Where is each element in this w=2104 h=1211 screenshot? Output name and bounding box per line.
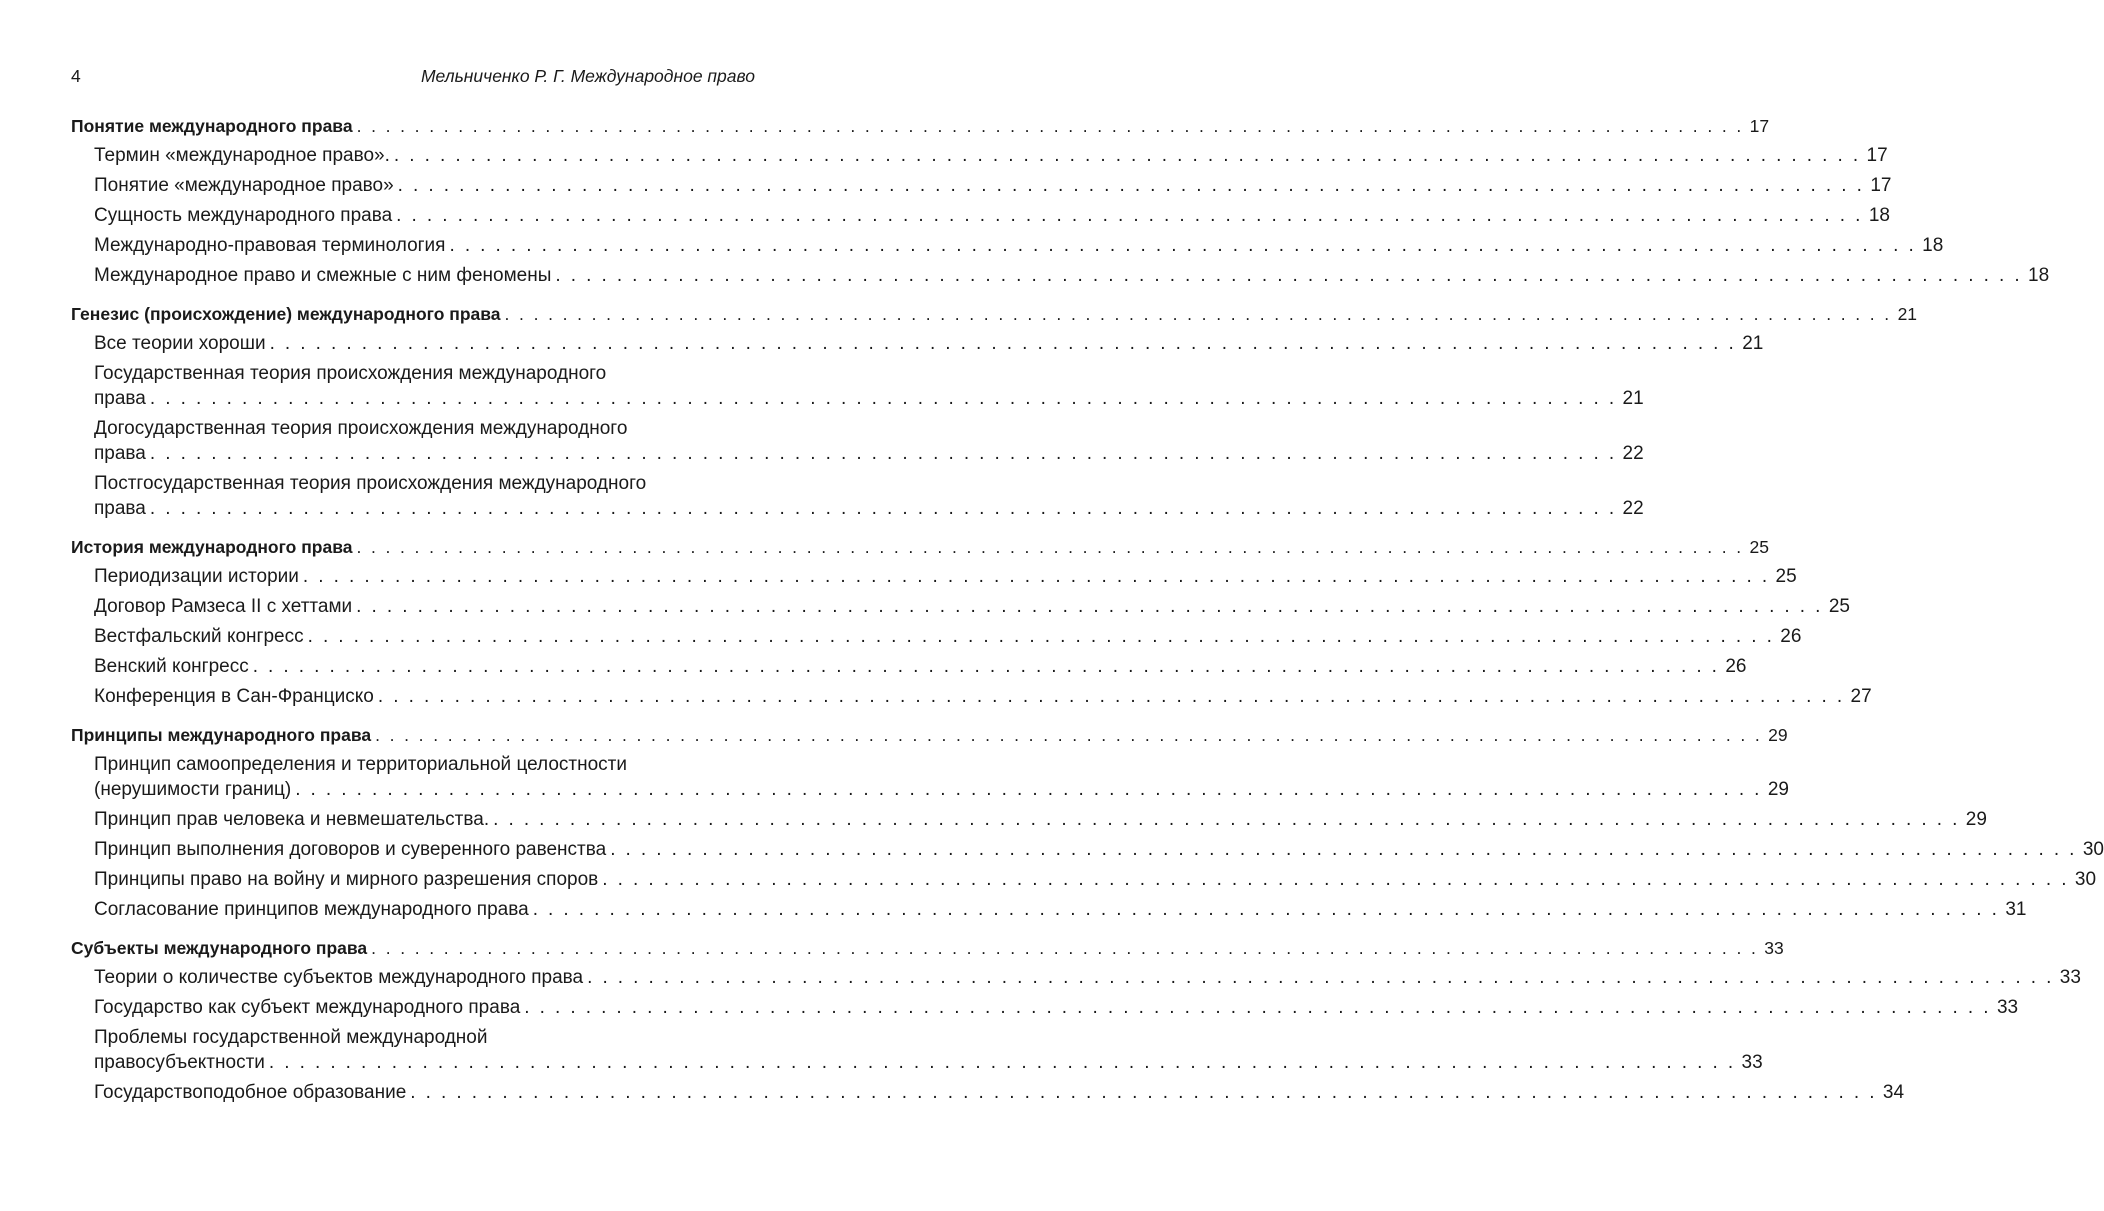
chapter-line: [71, 114, 1770, 139]
dot-leader: . . . . . . . . . . . . . . . . . . . . . . . . . . . . . . . . . . . . . . . . . . . . . . . . . . . . . . . . . . . . . . . . . . . . . . . . . . . . . . . . . . . . . . . . . . . . . . . .: [524, 997, 1991, 1018]
toc-entry[interactable]: [71, 684, 1872, 709]
entry-page-number: 18: [2028, 265, 2050, 286]
entry-title: Все теории хороши: [94, 333, 266, 354]
entry-page-number: 27: [1850, 686, 1872, 707]
entry-title: Принцип прав человека и невмешательства.: [94, 809, 490, 830]
entry-title: Конференция в Сан-Франциско: [94, 686, 374, 707]
dot-leader: . . . . . . . . . . . . . . . . . . . . . . . . . . . . . . . . . . . . . . . . . . . . . . . . . . . . . . . . . . . . . . . . . . . . . . . . . . . . . . . . . . . . . . . . . . . . . . . .: [371, 938, 1759, 958]
entry-title: Международно-правовая терминология: [94, 235, 446, 256]
entry-line: [94, 441, 1644, 466]
entry-line: [94, 263, 2050, 288]
toc-entry[interactable]: [71, 203, 1890, 228]
toc-entry[interactable]: [71, 143, 1888, 168]
toc-entry[interactable]: [71, 594, 1850, 619]
entry-page-number: 22: [1622, 498, 1644, 519]
chapter-page-number: 33: [1764, 938, 1784, 958]
dot-leader: . . . . . . . . . . . . . . . . . . . . . . . . . . . . . . . . . . . . . . . . . . . . . . . . . . . . . . . . . . . . . . . . . . . . . . . . . . . . . . . . . . . . . . . . . . . . . . . .: [252, 656, 1720, 677]
toc-entry[interactable]: [71, 837, 2104, 862]
entry-title: Согласование принципов международного права: [94, 899, 529, 920]
entry-line: [94, 173, 1892, 198]
entry-page-number: 21: [1742, 333, 1764, 354]
chapter-entry[interactable]: [71, 936, 1784, 961]
dot-leader: . . . . . . . . . . . . . . . . . . . . . . . . . . . . . . . . . . . . . . . . . . . . . . . . . . . . . . . . . . . . . . . . . . . . . . . . . . . . . . . . . . . . . . . . . . . . . . . .: [149, 498, 1617, 519]
chapter-title: Субъекты международного права: [71, 938, 368, 958]
entry-title: Понятие «международное право»: [94, 175, 394, 196]
entry-line: [94, 897, 2027, 922]
page-number: 4: [71, 66, 81, 86]
dot-leader: . . . . . . . . . . . . . . . . . . . . . . . . . . . . . . . . . . . . . . . . . . . . . . . . . . . . . . . . . . . . . . . . . . . . . . . . . . . . . . . . . . . . . . . . . . . . . . . .: [397, 175, 1865, 196]
toc-entry[interactable]: [71, 995, 2019, 1020]
running-header: [71, 66, 755, 87]
toc-entry[interactable]: [71, 807, 1987, 832]
chapter-entry[interactable]: [71, 723, 1788, 748]
entry-line: [94, 684, 1872, 709]
entry-page-number: 17: [1866, 145, 1888, 166]
table-of-contents: [71, 114, 2104, 1119]
entry-title: Принцип выполнения договоров и суверенного равенства: [94, 839, 607, 860]
chapter-page-number: 25: [1749, 537, 1769, 557]
entry-page-number: 34: [1882, 1082, 1905, 1103]
toc-entry[interactable]: [71, 173, 1892, 198]
toc-entry[interactable]: [71, 867, 2097, 892]
entry-page-number: 33: [1741, 1052, 1763, 1073]
dot-leader: . . . . . . . . . . . . . . . . . . . . . . . . . . . . . . . . . . . . . . . . . . . . . . . . . . . . . . . . . . . . . . . . . . . . . . . . . . . . . . . . . . . . . . . . . . . . . . . .: [149, 443, 1617, 464]
dot-leader: . . . . . . . . . . . . . . . . . . . . . . . . . . . . . . . . . . . . . . . . . . . . . . . . . . . . . . . . . . . . . . . . . . . . . . . . . . . . . . . . . . . . . . . . . . . . . . . .: [295, 779, 1762, 800]
dot-leader: . . . . . . . . . . . . . . . . . . . . . . . . . . . . . . . . . . . . . . . . . . . . . . . . . . . . . . . . . . . . . . . . . . . . . . . . . . . . . . . . . . . . . . . . . . . . . . . .: [356, 596, 1823, 617]
entry-title: Сущность международного права: [94, 205, 393, 226]
entry-page-number: 25: [1775, 566, 1797, 587]
entry-title: Вестфальский конгресс: [94, 626, 304, 647]
entry-title: Периодизации истории: [94, 566, 299, 587]
toc-entry[interactable]: [71, 1025, 1763, 1075]
dot-leader: . . . . . . . . . . . . . . . . . . . . . . . . . . . . . . . . . . . . . . . . . . . . . . . . . . . . . . . . . . . . . . . . . . . . . . . . . . . . . . . . . . . . . . . . . . . . . . . .: [302, 566, 1770, 587]
entry-page-number: 22: [1622, 443, 1644, 464]
entry-title: правосубъектности: [94, 1052, 265, 1073]
entry-title-first-line: Догосударственная теория происхождения международного: [94, 418, 628, 439]
toc-entry[interactable]: [71, 471, 1644, 521]
entry-page-number: 30: [2074, 869, 2097, 890]
chapter-title: История международного права: [71, 537, 353, 557]
entry-page-number: 31: [2005, 899, 2027, 920]
entry-page-number: 18: [1868, 205, 1890, 226]
entry-line: [94, 564, 1797, 589]
entry-line: [94, 867, 2097, 892]
dot-leader: . . . . . . . . . . . . . . . . . . . . . . . . . . . . . . . . . . . . . . . . . . . . . . . . . . . . . . . . . . . . . . . . . . . . . . . . . . . . . . . . . . . . . . . . . . . . . . . .: [449, 235, 1917, 256]
dot-leader: . . . . . . . . . . . . . . . . . . . . . . . . . . . . . . . . . . . . . . . . . . . . . . . . . . . . . . . . . . . . . . . . . . . . . . . . . . . . . . . . . . . . . . . . . . . . . . . .: [268, 1052, 1736, 1073]
entry-page-number: 30: [2082, 839, 2104, 860]
chapter-line: [71, 302, 1918, 327]
entry-title: Государствоподобное образование: [94, 1082, 407, 1103]
dot-leader: . . . . . . . . . . . . . . . . . . . . . . . . . . . . . . . . . . . . . . . . . . . . . . . . . . . . . . . . . . . . . . . . . . . . . . . . . . . . . . . . . . . . . . . . . . . . . . . .: [269, 333, 1737, 354]
entry-page-number: 18: [1922, 235, 1944, 256]
dot-leader: . . . . . . . . . . . . . . . . . . . . . . . . . . . . . . . . . . . . . . . . . . . . . . . . . . . . . . . . . . . . . . . . . . . . . . . . . . . . . . . . . . . . . . . . . . . . . . . .: [356, 116, 1744, 136]
dot-leader: . . . . . . . . . . . . . . . . . . . . . . . . . . . . . . . . . . . . . . . . . . . . . . . . . . . . . . . . . . . . . . . . . . . . . . . . . . . . . . . . . . . . . . . . . . . . . . . .: [504, 304, 1892, 324]
entry-line: [94, 777, 1789, 802]
dot-leader: . . . . . . . . . . . . . . . . . . . . . . . . . . . . . . . . . . . . . . . . . . . . . . . . . . . . . . . . . . . . . . . . . . . . . . . . . . . . . . . . . . . . . . . . . . . . . . . .: [396, 205, 1863, 226]
entry-line: [94, 995, 2019, 1020]
entry-page-number: 21: [1622, 388, 1644, 409]
chapter-entry[interactable]: [71, 114, 1770, 139]
entry-line: [94, 386, 1644, 411]
toc-entry[interactable]: [71, 897, 2027, 922]
dot-leader: . . . . . . . . . . . . . . . . . . . . . . . . . . . . . . . . . . . . . . . . . . . . . . . . . . . . . . . . . . . . . . . . . . . . . . . . . . . . . . . . . . . . . . . . . . . . . . . .: [602, 869, 2069, 890]
entry-line: [94, 965, 2081, 990]
entry-page-number: 29: [1767, 779, 1789, 800]
entry-title: Принципы право на войну и мирного разрешения споров: [94, 869, 599, 890]
toc-entry[interactable]: [71, 1080, 1905, 1105]
entry-title: Венский конгресс: [94, 656, 249, 677]
dot-leader: . . . . . . . . . . . . . . . . . . . . . . . . . . . . . . . . . . . . . . . . . . . . . . . . . . . . . . . . . . . . . . . . . . . . . . . . . . . . . . . . . . . . . . . . . . . . . . . .: [307, 626, 1775, 647]
chapter-page-number: 29: [1768, 725, 1788, 745]
entry-title: права: [94, 443, 146, 464]
entry-title: Международное право и смежные с ним феномены: [94, 265, 552, 286]
chapter-title: Генезис (происхождение) международного права: [71, 304, 501, 324]
entry-page-number: 17: [1870, 175, 1892, 196]
toc-entry[interactable]: [71, 965, 2081, 990]
dot-leader: . . . . . . . . . . . . . . . . . . . . . . . . . . . . . . . . . . . . . . . . . . . . . . . . . . . . . . . . . . . . . . . . . . . . . . . . . . . . . . . . . . . . . . . . . . . . . . . .: [410, 1082, 1877, 1103]
entry-line: [94, 837, 2104, 862]
toc-entry[interactable]: [71, 752, 1789, 802]
entry-title: Договор Рамзеса II с хеттами: [94, 596, 353, 617]
entry-line: [94, 233, 1944, 258]
entry-title: (нерушимости границ): [94, 779, 292, 800]
toc-section: [71, 535, 1872, 709]
chapter-page-number: 21: [1897, 304, 1918, 324]
entry-title: права: [94, 388, 146, 409]
dot-leader: . . . . . . . . . . . . . . . . . . . . . . . . . . . . . . . . . . . . . . . . . . . . . . . . . . . . . . . . . . . . . . . . . . . . . . . . . . . . . . . . . . . . . . . . . . . . . . . .: [375, 725, 1763, 745]
dot-leader: . . . . . . . . . . . . . . . . . . . . . . . . . . . . . . . . . . . . . . . . . . . . . . . . . . . . . . . . . . . . . . . . . . . . . . . . . . . . . . . . . . . . . . . . . . . . . . . .: [377, 686, 1845, 707]
entry-title-first-line: Государственная теория происхождения международного: [94, 363, 607, 384]
toc-entry[interactable]: [71, 654, 1747, 679]
entry-line: [94, 143, 1888, 168]
entry-title-first-line: Постгосударственная теория происхождения международного: [94, 473, 647, 494]
entry-line: [94, 496, 1644, 521]
entry-line: [94, 807, 1987, 832]
entry-line: [94, 1050, 1763, 1075]
entry-line: [94, 624, 1802, 649]
toc-section: [71, 936, 2081, 1105]
running-title: Мельниченко Р. Г. Международное право: [420, 66, 755, 86]
chapter-page-number: 17: [1749, 116, 1770, 136]
chapter-title: Понятие международного права: [71, 116, 353, 136]
toc-entry[interactable]: [71, 564, 1797, 589]
toc-entry[interactable]: [71, 233, 1944, 258]
entry-page-number: 26: [1725, 656, 1747, 677]
chapter-line: [71, 936, 1784, 961]
entry-title-first-line: Принцип самоопределения и территориальной целостности: [94, 754, 627, 775]
toc-section: [71, 302, 1918, 521]
entry-line: [94, 1080, 1905, 1105]
entry-title: Термин «международное право».: [94, 145, 390, 166]
entry-line: [94, 331, 1764, 356]
entry-line: [94, 654, 1747, 679]
chapter-entry[interactable]: [71, 302, 1918, 327]
toc-entry[interactable]: [71, 263, 2050, 288]
chapter-entry[interactable]: [71, 535, 1769, 560]
entry-title: Теории о количестве субъектов международного права: [94, 967, 584, 988]
entry-page-number: 33: [2059, 967, 2081, 988]
chapter-line: [71, 723, 1788, 748]
dot-leader: . . . . . . . . . . . . . . . . . . . . . . . . . . . . . . . . . . . . . . . . . . . . . . . . . . . . . . . . . . . . . . . . . . . . . . . . . . . . . . . . . . . . . . . . . . . . . . . .: [149, 388, 1617, 409]
entry-page-number: 25: [1828, 596, 1850, 617]
dot-leader: . . . . . . . . . . . . . . . . . . . . . . . . . . . . . . . . . . . . . . . . . . . . . . . . . . . . . . . . . . . . . . . . . . . . . . . . . . . . . . . . . . . . . . . . . . . . . . . .: [356, 537, 1744, 557]
entry-title: права: [94, 498, 146, 519]
chapter-line: [71, 535, 1769, 560]
entry-line: [94, 594, 1850, 619]
dot-leader: . . . . . . . . . . . . . . . . . . . . . . . . . . . . . . . . . . . . . . . . . . . . . . . . . . . . . . . . . . . . . . . . . . . . . . . . . . . . . . . . . . . . . . . . . . . . . . . .: [555, 265, 2023, 286]
dot-leader: . . . . . . . . . . . . . . . . . . . . . . . . . . . . . . . . . . . . . . . . . . . . . . . . . . . . . . . . . . . . . . . . . . . . . . . . . . . . . . . . . . . . . . . . . . . . . . . .: [532, 899, 2000, 920]
chapter-title: Принципы международного права: [71, 725, 372, 745]
entry-page-number: 26: [1780, 626, 1802, 647]
toc-section: [71, 723, 2104, 922]
toc-entry[interactable]: [71, 361, 1644, 411]
dot-leader: . . . . . . . . . . . . . . . . . . . . . . . . . . . . . . . . . . . . . . . . . . . . . . . . . . . . . . . . . . . . . . . . . . . . . . . . . . . . . . . . . . . . . . . . . . . . . . . .: [393, 145, 1861, 166]
entry-title: Государство как субъект международного права: [94, 997, 521, 1018]
toc-section: [71, 114, 2050, 288]
toc-entry[interactable]: [71, 331, 1764, 356]
dot-leader: . . . . . . . . . . . . . . . . . . . . . . . . . . . . . . . . . . . . . . . . . . . . . . . . . . . . . . . . . . . . . . . . . . . . . . . . . . . . . . . . . . . . . . . . . . . . . . . .: [587, 967, 2054, 988]
dot-leader: . . . . . . . . . . . . . . . . . . . . . . . . . . . . . . . . . . . . . . . . . . . . . . . . . . . . . . . . . . . . . . . . . . . . . . . . . . . . . . . . . . . . . . . . . . . . . . . .: [610, 839, 2077, 860]
entry-page-number: 29: [1965, 809, 1987, 830]
entry-page-number: 33: [1996, 997, 2019, 1018]
toc-entry[interactable]: [71, 416, 1644, 466]
entry-title-first-line: Проблемы государственной международной: [94, 1027, 488, 1048]
toc-entry[interactable]: [71, 624, 1802, 649]
dot-leader: . . . . . . . . . . . . . . . . . . . . . . . . . . . . . . . . . . . . . . . . . . . . . . . . . . . . . . . . . . . . . . . . . . . . . . . . . . . . . . . . . . . . . . . . . . . . . . . .: [493, 809, 1960, 830]
entry-line: [94, 203, 1890, 228]
